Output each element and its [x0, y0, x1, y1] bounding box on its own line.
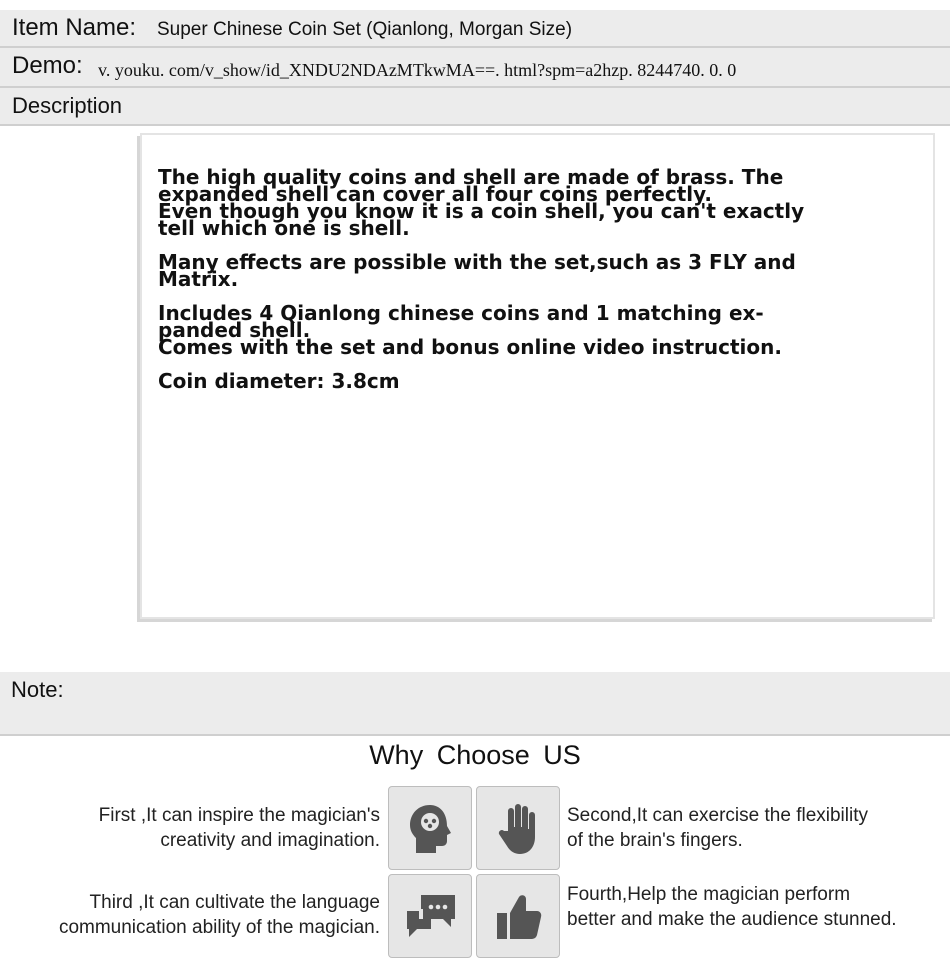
head-idea-icon-box [388, 786, 472, 870]
reason-fourth [567, 882, 897, 932]
reason-line: First ,It can inspire the magician's [98, 805, 380, 826]
reason-line: better and make the audience stunned. [567, 909, 897, 930]
reason-line: of the brain's fingers. [567, 830, 743, 851]
description-bar [0, 88, 950, 126]
description-paragraph [158, 301, 928, 359]
reason-line: Fourth,Help the magician perform [567, 884, 851, 905]
thumbs-up-icon [491, 889, 547, 945]
description-panel [140, 133, 935, 619]
description-line: Comes with the set and bonus online video instruction. [158, 335, 782, 359]
description-line: panded shell. [158, 318, 311, 342]
description-paragraph [158, 165, 928, 240]
chat-bubbles-icon-box [388, 874, 472, 958]
description-paragraph [158, 250, 928, 291]
reason-second [567, 803, 868, 853]
note-bar [0, 672, 950, 736]
thumbs-up-icon-box [476, 874, 560, 958]
description-line: Coin diameter: 3.8cm [158, 369, 400, 393]
demo-link[interactable]: v. youku. com/v_show/id_XNDU2NDAzMTkwMA==. html?spm=a2hzp. 8244740. 0. 0 [98, 60, 737, 80]
description-paragraph [158, 369, 928, 393]
description-line: Matrix. [158, 267, 239, 291]
hand-icon-box [476, 786, 560, 870]
note-label: Note: [11, 677, 64, 702]
description-line: expanded shell can cover all four coins perfectly. [158, 182, 712, 206]
description-label: Description [12, 93, 123, 118]
description-line: Even though you know it is a coin shell, you can't exactly [158, 199, 805, 223]
hand-icon [491, 801, 547, 857]
reason-line: creativity and imagination. [160, 830, 380, 851]
description-text [158, 165, 928, 407]
item-name-label: Item Name: [12, 14, 137, 41]
chat-bubbles-icon [403, 889, 459, 945]
demo-bar [0, 48, 950, 88]
head-idea-icon [403, 801, 459, 857]
why-choose-us-title: Why Choose US [369, 740, 581, 770]
description-line: Includes 4 Qianlong chinese coins and 1 matching ex- [158, 301, 764, 325]
description-line: tell which one is shell. [158, 216, 410, 240]
description-line: The high quality coins and shell are made of brass. The [158, 165, 784, 189]
reason-line: Second,It can exercise the flexibility [567, 805, 868, 826]
reason-line: communication ability of the magician. [58, 917, 380, 938]
description-line: Many effects are possible with the set,such as 3 FLY and [158, 250, 796, 274]
item-name-value: Super Chinese Coin Set (Qianlong, Morgan Size) [157, 19, 573, 40]
reason-line: Third ,It can cultivate the language [89, 892, 380, 913]
reason-third [59, 890, 380, 940]
item-name-bar [0, 10, 950, 48]
demo-label: Demo: [12, 52, 83, 79]
reason-first [99, 803, 380, 853]
